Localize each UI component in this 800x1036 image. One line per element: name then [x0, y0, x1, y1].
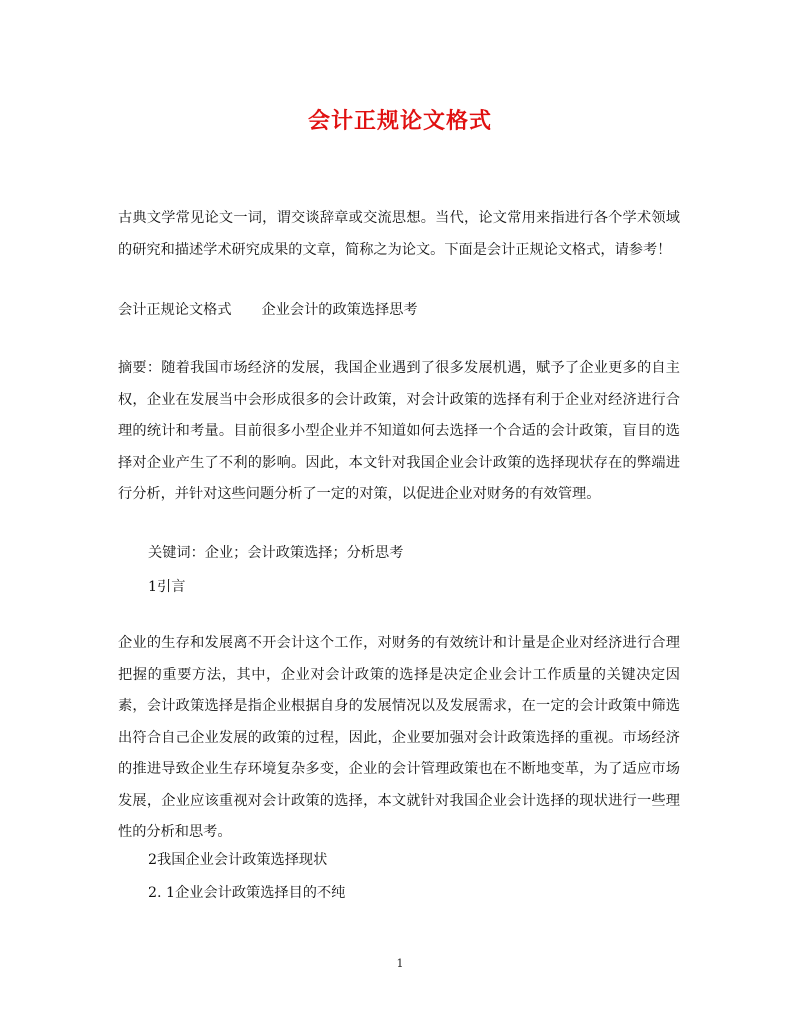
section-heading-2-1: 2. 1企业会计政策选择目的不纯: [148, 885, 346, 901]
abstract-paragraph: 摘要：随着我国市场经济的发展，我国企业遇到了很多发展机遇，赋予了企业更多的自主权，企业在发展当中会形成很多的会计政策，对会计政策的选择有利于企业对经济进行合理的统计和考量。目前很多小型企业并不知道如何去选择一个合适的会计政策，盲目的选择对企业产生了不利的影响。因此，本文针对我国企业会计政策的选择现状存在的弊端进行分析，并针对这些问题分析了一定的对策，以促进企业对财务的有效管理。: [118, 360, 680, 502]
section-heading-1: 1引言: [148, 579, 186, 595]
document-title: 会计正规论文格式: [307, 109, 492, 134]
subtitle-line: [118, 300, 418, 320]
page-number: 1: [396, 957, 404, 970]
intro-paragraph: 古典文学常见论文一词，谓交谈辞章或交流思想。当代，论文常用来指进行各个学术领域的研究和描述学术研究成果的文章，简称之为论文。下面是会计正规论文格式，请参考！: [118, 210, 680, 258]
section-heading-2: 2我国企业会计政策选择现状: [148, 852, 328, 868]
keywords-line: 关键词：企业；会计政策选择；分析思考: [148, 545, 404, 561]
subtitle-left: 会计正规论文格式: [118, 302, 232, 318]
body-paragraph: 企业的生存和发展离不开会计这个工作，对财务的有效统计和计量是企业对经济进行合理把握的重要方法，其中，企业对会计政策的选择是决定企业会计工作质量的关键决定因素，会计政策选择是指企业根据自身的发展情况以及发展需求，在一定的会计政策中筛选出符合自己企业发展的政策的过程，因此，企业要加强对会计政策选择的重视。市场经济的推进导致企业生存环境复杂多变，企业的会计管理政策也在不断地变革，为了适应市场发展，企业应该重视对会计政策的选择，本文就针对我国企业会计选择的现状进行一些理性的分析和思考。: [118, 635, 680, 840]
subtitle-right: 企业会计的政策选择思考: [261, 302, 418, 318]
